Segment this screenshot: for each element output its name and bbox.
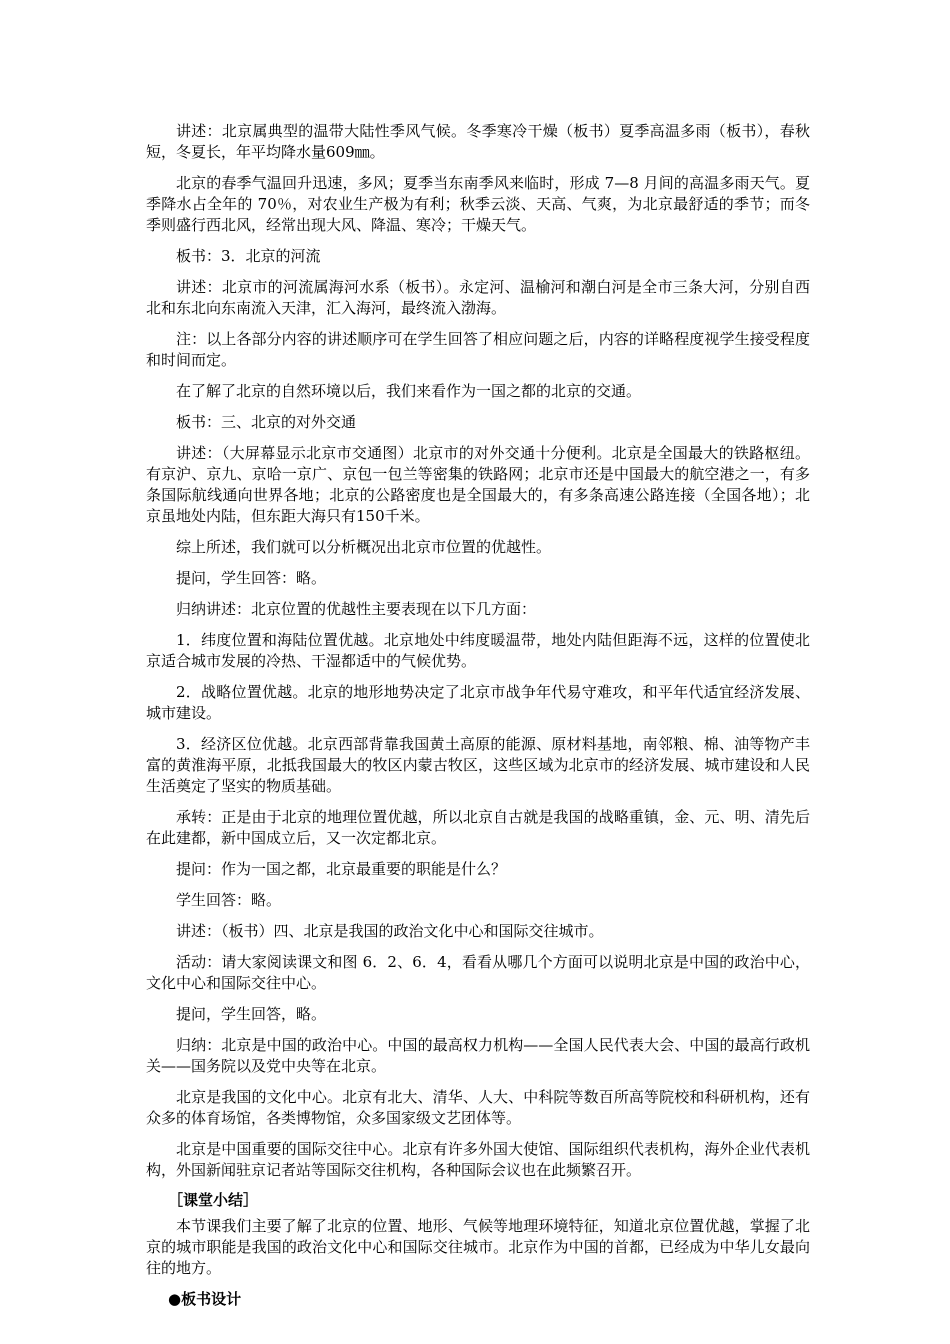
paragraph-board-transport: 板书：三、北京的对外交通: [176, 413, 357, 431]
paragraph-point-1: 1．纬度位置和海陆位置优越。北京地处中纬度暖温带，地处内陆但距海不远，这样的位置使北京适合城市发展的冷热、干湿都适中的气候优势。: [146, 631, 810, 670]
paragraph-transition-transport: 在了解了北京的自然环境以后，我们来看作为一国之都的北京的交通。: [176, 382, 642, 400]
paragraph-question-3: 提问，学生回答，略。: [176, 1005, 327, 1023]
paragraph-activity: 活动：请大家阅读课文和图 6．2、6．4，看看从哪几个方面可以说明北京是中国的政治中心，文化中心和国际交往中心。: [146, 953, 810, 992]
paragraph-transition-capital: 承转：正是由于北京的地理位置优越，所以北京自古就是我国的战略重镇，金、元、明、清先后在此建都，新中国成立后，又一次定都北京。: [146, 808, 810, 847]
paragraph-point-2: 2．战略位置优越。北京的地形地势决定了北京市战争年代易守难攻，和平年代适宜经济发展、城市建设。: [146, 683, 810, 722]
paragraph-answer-2: 学生回答：略。: [176, 891, 282, 909]
paragraph-political-center: 归纳：北京是中国的政治中心。中国的最高权力机构——全国人民代表大会、中国的最高行政机关——国务院以及党中央等在北京。: [146, 1036, 810, 1075]
paragraph-note: 注：以上各部分内容的讲述顺序可在学生回答了相应问题之后，内容的详略程度视学生接受程度和时间而定。: [146, 330, 810, 369]
document-page: [146, 121, 810, 1310]
paragraph-question-1: 提问，学生回答：略。: [176, 569, 327, 587]
paragraph-transport: 讲述：（大屏幕显示北京市交通图）北京市的对外交通十分便利。北京是全国最大的铁路枢纽。有京沪、京九、京哈一京广、京包一包兰等密集的铁路网；北京市还是中国最大的航空港之一，有多条国际航线通向世界各地；北京的公路密度也是全国最大的，有多条高速公路连接（全国各地）；北京虽地处内陆，但东距大海只有150千米。: [146, 444, 810, 525]
paragraph-seasons: 北京的春季气温回升迅速，多风；夏季当东南季风来临时，形成 7—8 月间的高温多雨天气。夏季降水占全年的 70％，对农业生产极为有利；秋季云淡、天高、气爽，为北京最舒适的季节；而冬季则盛行西北风，经常出现大风、降温、寒冷；干燥天气。: [146, 174, 810, 234]
paragraph-board-rivers: 板书：3．北京的河流: [176, 247, 321, 265]
paragraph-cultural-center: 北京是我国的文化中心。北京有北大、清华、人大、中科院等数百所高等院校和科研机构，还有众多的体育场馆，各类博物馆，众多国家级文艺团体等。: [146, 1088, 810, 1127]
summary-heading: ［课堂小结］: [168, 1191, 259, 1209]
summary-text: 本节课我们主要了解了北京的位置、地形、气候等地理环境特征，知道北京位置优越，掌握了北京的城市职能是我国的政治文化中心和国际交往城市。北京作为中国的首都，已经成为中华儿女最向往的地方。: [146, 1217, 810, 1277]
paragraph-rivers: 讲述：北京市的河流属海河水系（板书）。永定河、温榆河和潮白河是全市三条大河，分别自西北和东北向东南流入天津，汇入海河，最终流入渤海。: [146, 278, 810, 317]
paragraph-point-3: 3．经济区位优越。北京西部背靠我国黄土高原的能源、原材料基地，南邻粮、棉、油等物产丰富的黄淮海平原，北抵我国最大的牧区内蒙古牧区，这些区域为北京市的经济发展、城市建设和人民生活奠定了坚实的物质基础。: [146, 735, 810, 795]
board-design-heading: ●板书设计: [168, 1290, 242, 1308]
paragraph-induction: 归纳讲述：北京位置的优越性主要表现在以下几方面：: [176, 600, 537, 618]
paragraph-board-center: 讲述：（板书）四、北京是我国的政治文化中心和国际交往城市。: [176, 922, 604, 940]
paragraph-international-center: 北京是中国重要的国际交往中心。北京有许多外国大使馆、国际组织代表机构，海外企业代表机构，外国新闻驻京记者站等国际交往机构，各种国际会议也在此频繁召开。: [146, 1140, 810, 1179]
paragraph-summary-location: 综上所述，我们就可以分析概况出北京市位置的优越性。: [176, 538, 552, 556]
paragraph-climate: 讲述：北京属典型的温带大陆性季风气候。冬季寒冷干燥（板书）夏季高温多雨（板书），春秋短，冬夏长，年平均降水量609㎜。: [146, 122, 810, 161]
paragraph-question-2: 提问：作为一国之都，北京最重要的职能是什么？: [176, 860, 507, 878]
